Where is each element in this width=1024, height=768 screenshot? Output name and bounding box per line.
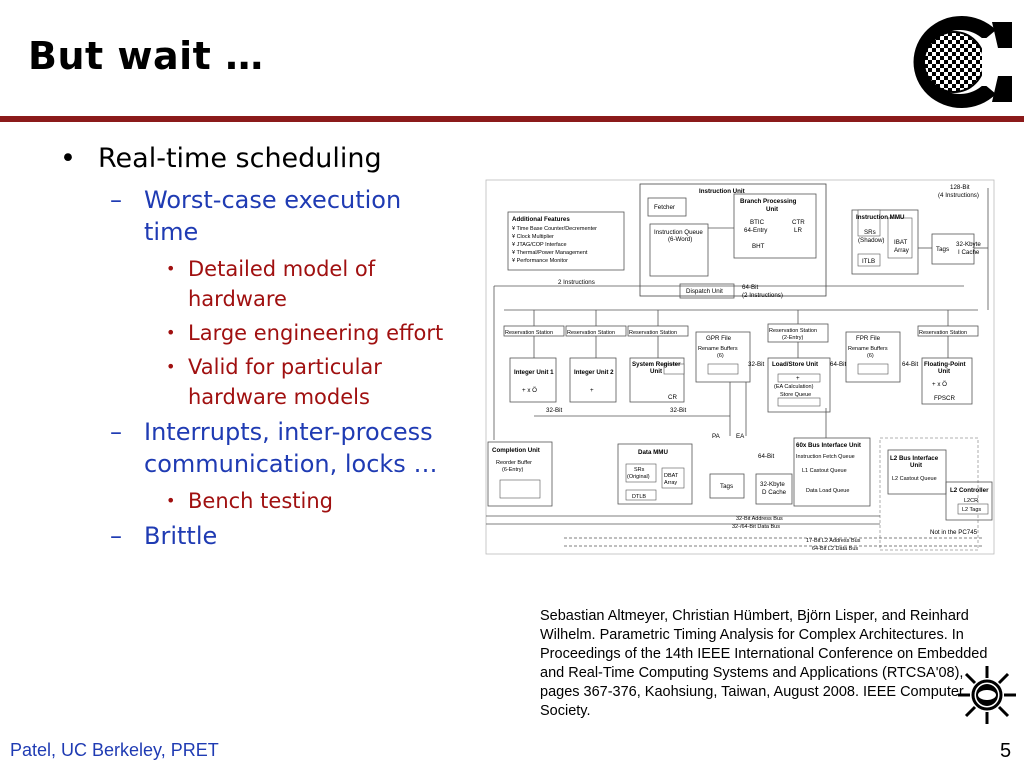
l2-tags-label: L2 Tags xyxy=(962,507,982,513)
gpr-rename-label: Rename Buffers xyxy=(698,346,738,352)
bus-64-label: 64-Bit xyxy=(742,284,759,291)
ea-calc-label: (EA Calculation) xyxy=(774,384,814,390)
feature-2: ¥ Clock Multiplier xyxy=(512,234,554,240)
feature-4: ¥ Thermal/Power Management xyxy=(512,250,588,256)
res-station-2: Reservation Station xyxy=(567,330,615,336)
res-station-fpu: Reservation Station xyxy=(919,330,967,336)
dmmu-label: Data MMU xyxy=(638,449,668,456)
page-number: 5 xyxy=(1000,740,1012,762)
bullet-valid-models: • Valid for particular hardware models xyxy=(58,352,458,412)
bullet-bench-testing: • Bench testing xyxy=(58,486,458,516)
lsu-label: Load/Store Unit xyxy=(772,361,819,368)
tags-label: Tags xyxy=(936,246,950,253)
lsu-ops: + xyxy=(796,375,800,382)
bit32-c: 32-Bit xyxy=(748,361,765,368)
dcache-sub-label: D Cache xyxy=(762,489,787,496)
dbat-label: DBAT xyxy=(664,473,679,479)
lr-label: LR xyxy=(794,227,802,234)
bht-label: BHT xyxy=(752,243,765,250)
imm-label: Instruction MMU xyxy=(856,214,905,221)
not-in-label: Not in the PC745 xyxy=(930,529,978,536)
citation: Sebastian Altmeyer, Christian Hümbert, Björn Lisper, and Reinhard Wilhelm. Parametric Timing Analysis for Complex Architectures. In Proceedings of the 14th IEEE International Conference on Embedded and Real-Time Computing Systems and Applications (RTCSA'08), pages 367-376, Kaohsiung, Taiwan, August 2008. IEEE Computer Society. xyxy=(540,608,988,719)
fpr-rename-label: Rename Buffers xyxy=(848,346,888,352)
btic-label: BTIC xyxy=(750,219,765,226)
dtlb-label: DTLB xyxy=(632,494,647,500)
ibat-label: IBAT xyxy=(894,239,908,246)
int2-label: Integer Unit 2 xyxy=(574,369,614,376)
bullet-detailed-model: • Detailed model of hardware xyxy=(58,254,458,314)
nsf-logo-icon xyxy=(956,664,1018,726)
bullet-brittle xyxy=(58,520,458,552)
srs-shadow-sub-label: (Shadow) xyxy=(858,237,885,244)
slide-title: But wait … xyxy=(28,34,264,78)
l2cr-label: L2CR xyxy=(964,498,979,504)
bit64-c: 64-Bit xyxy=(758,453,775,460)
bullet-brittle-text: Brittle xyxy=(144,522,218,550)
store-queue-label: Store Queue xyxy=(780,392,812,398)
bit64-b: 64-Bit xyxy=(902,361,919,368)
fpr-rename-count: (6) xyxy=(867,353,874,359)
features-title: Additional Features xyxy=(512,216,570,223)
two-instructions-label: 2 Instructions xyxy=(558,279,595,286)
footer-credit: Patel, UC Berkeley, PRET xyxy=(10,740,219,760)
feature-1: ¥ Time Base Counter/Decrementer xyxy=(512,226,597,232)
icache-label: 32-Kbyte xyxy=(956,241,981,248)
l2-data-bus-label: 64-Bit L2 Data Bus xyxy=(812,546,859,552)
l2-ctrl-label: L2 Controller xyxy=(950,487,989,494)
fpscr-label: FPSCR xyxy=(934,395,955,402)
fpu-label-2: Unit xyxy=(938,368,951,375)
reorder-label: Reorder Buffer xyxy=(496,460,532,466)
srs-orig-sub-label: (Original) xyxy=(627,474,650,480)
completion-label: Completion Unit xyxy=(492,447,540,454)
dash-marker: – xyxy=(110,522,122,550)
feature-3: ¥ JTAG/COP Interface xyxy=(512,242,567,248)
dlq-label: Data Load Queue xyxy=(806,488,850,494)
fpu-ops: + x Ö xyxy=(932,381,947,388)
bullet-list xyxy=(58,142,458,558)
dcache-label: 32-Kbyte xyxy=(760,481,785,488)
l2-bus-if-label: L2 Bus Interface xyxy=(890,455,939,462)
l1-castout-label: L1 Castout Queue xyxy=(802,468,847,474)
res-station-lsu-sub: (2-Entry) xyxy=(782,335,804,341)
dash-marker: – xyxy=(110,186,122,214)
l2-addr-bus-label: 17-Bit L2 Address Bus xyxy=(806,538,861,544)
dbat-sub-label: Array xyxy=(664,480,678,486)
bullet-wcet-text: Worst-case execution time xyxy=(144,186,402,246)
sru-label-2: Unit xyxy=(650,368,663,375)
branch-unit-label-2: Unit xyxy=(766,206,779,213)
ea-label: EA xyxy=(736,433,745,440)
iq-label: Instruction Queue xyxy=(654,229,703,236)
bullet-engineering-effort: • Large engineering effort xyxy=(58,318,458,348)
instruction-unit-label: Instruction Unit xyxy=(699,188,745,195)
bullet-wcet xyxy=(58,184,458,248)
res-station-1: Reservation Station xyxy=(505,330,553,336)
reorder-sub-label: (6-Entry) xyxy=(502,467,524,473)
ctr-label: CTR xyxy=(792,219,805,226)
data-bus-label: 32-/64-Bit Data Bus xyxy=(732,524,780,530)
bus-128-sub-label: (4 Instructions) xyxy=(938,192,979,199)
pa-label: PA xyxy=(712,433,720,440)
itlb-label: ITLB xyxy=(862,258,876,265)
res-station-3: Reservation Station xyxy=(629,330,677,336)
processor-block-diagram xyxy=(484,168,996,560)
dispatch-label: Dispatch Unit xyxy=(686,288,723,295)
ifq-label: Instruction Fetch Queue xyxy=(796,454,855,460)
addr-bus-label: 32-Bit Address Bus xyxy=(736,516,783,522)
bit32-a: 32-Bit xyxy=(546,407,563,414)
bus-64-sub-label: (2 Instructions) xyxy=(742,292,783,299)
int1-label: Integer Unit 1 xyxy=(514,369,554,376)
btic-sub-label: 64-Entry xyxy=(744,227,768,234)
gpr-rename-count: (6) xyxy=(717,353,724,359)
bullet-real-time-scheduling: • Real-time scheduling xyxy=(58,142,458,176)
fpr-file-label: FPR File xyxy=(856,335,881,342)
bit64-a: 64-Bit xyxy=(830,361,847,368)
fetcher-label: Fetcher xyxy=(654,204,675,211)
int2-ops: + xyxy=(590,387,594,394)
l2-castout-label: L2 Castout Queue xyxy=(892,476,937,482)
bus-if-label: 60x Bus Interface Unit xyxy=(796,442,861,449)
ibat-sub-label: Array xyxy=(894,247,909,254)
bit32-b: 32-Bit xyxy=(670,407,687,414)
srs-shadow-label: SRs xyxy=(864,229,876,236)
gpr-file-label: GPR File xyxy=(706,335,732,342)
res-station-lsu: Reservation Station xyxy=(769,328,817,334)
iq-sub-label: (6-Word) xyxy=(668,236,693,243)
feature-5: ¥ Performance Monitor xyxy=(512,258,568,264)
title-divider xyxy=(0,116,1024,122)
icache-sub-label: I Cache xyxy=(958,249,980,256)
checkered-c-logo-icon xyxy=(896,12,1018,112)
fpu-label: Floating-Point xyxy=(924,361,966,368)
srs-orig-label: SRs xyxy=(634,467,645,473)
dash-marker: – xyxy=(110,418,122,446)
bullet-interrupts xyxy=(58,416,458,480)
dtags-label: Tags xyxy=(720,483,734,490)
branch-unit-label: Branch Processing xyxy=(740,198,797,205)
int1-ops: + x Ö xyxy=(522,387,537,394)
l2-bus-if-label-2: Unit xyxy=(910,462,923,469)
bus-128-label: 128-Bit xyxy=(950,184,970,191)
sru-label: System Register xyxy=(632,361,681,368)
cr-label: CR xyxy=(668,394,677,401)
bullet-interrupts-text: Interrupts, inter-process communication, locks … xyxy=(144,418,438,478)
